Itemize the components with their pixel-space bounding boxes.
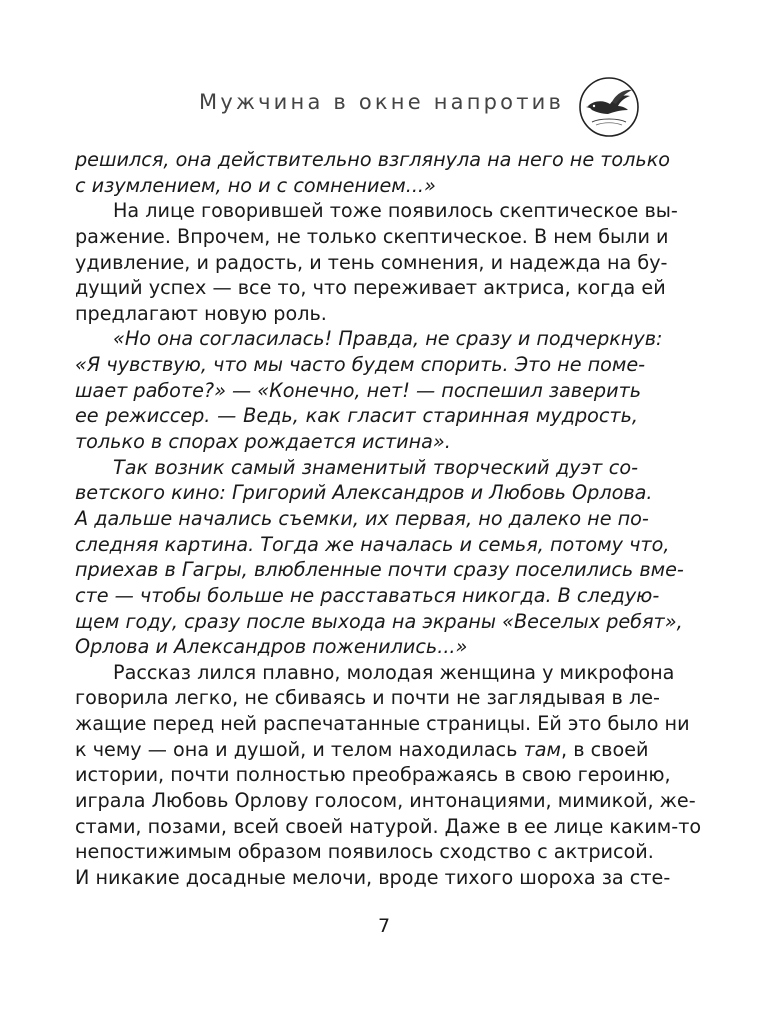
text-line: Орлова и Александров поженились...» <box>75 635 468 659</box>
text-line: шает работе?» — «Конечно, нет! — поспешил заверить <box>75 378 642 402</box>
running-title: Мужчина в окне напротив <box>199 90 565 114</box>
text-line: «Я чувствую, что мы часто будем спорить. Это не поме- <box>75 353 646 377</box>
text-line: «Но она согласилась! Правда, не сразу и подчеркнув: <box>113 327 663 351</box>
text-line: сте — чтобы больше не расставаться никогда. В следую- <box>75 583 660 607</box>
page-number: 7 <box>377 915 391 937</box>
text-line: Так возник самый знаменитый творческий дуэт со- <box>113 455 638 479</box>
text-line: И никакие досадные мелочи, вроде тихого шороха за сте- <box>75 865 671 889</box>
text-line: с изумлением, но и с сомнением...» <box>75 173 436 197</box>
text-line: играла Любовь Орлову голосом, интонациями, мимикой, же- <box>75 789 696 813</box>
text-line: предлагают новую роль. <box>75 301 327 325</box>
text-line: стами, позами, всей своей натурой. Даже в ее лице каким-то <box>75 814 702 838</box>
text-line: жащие перед ней распечатанные страницы. Ей это было ни <box>75 712 690 736</box>
text-line: На лице говорившей тоже появилось скептическое вы- <box>113 199 678 223</box>
text-line <box>75 737 649 763</box>
text-fragment: к чему — она и душой, и телом находилась <box>75 737 524 761</box>
text-line: Рассказ лился плавно, молодая женщина у микрофона <box>113 660 675 684</box>
text-line: непостижимым образом появилось сходство с актрисой. <box>75 840 654 864</box>
text-line: ее режиссер. — Ведь, как гласит старинная мудрость, <box>75 404 638 428</box>
text-line: только в спорах рождается истина». <box>75 430 451 454</box>
text-line: удивление, и радость, и тень сомнения, и надежда на бу- <box>75 250 668 274</box>
text-fragment-italic: там <box>523 737 562 761</box>
text-line: щем году, сразу после выхода на экраны «Веселых ребят», <box>75 609 683 633</box>
text-line: следняя картина. Тогда же началась и семья, потому что, <box>75 532 670 556</box>
page-body <box>75 147 702 891</box>
text-line: истории, почти полностью преображаясь в свою героиню, <box>75 763 671 787</box>
text-line: дущий успех — все то, что переживает актриса, когда ей <box>75 276 666 300</box>
text-line: ветского кино: Григорий Александров и Любовь Орлова. <box>75 481 653 505</box>
text-line: ражение. Впрочем, не только скептическое. В нем были и <box>75 224 669 248</box>
text-line: приехав в Гагры, влюбленные почти сразу поселились вме- <box>75 558 684 582</box>
text-line: А дальше начались съемки, их первая, но далеко не по- <box>75 506 649 530</box>
text-line: говорила легко, не сбиваясь и почти не заглядывая в ле- <box>75 686 660 710</box>
text-fragment: , в своей <box>561 737 649 761</box>
bird-emblem-icon <box>578 76 640 138</box>
text-line: решился, она действительно взглянула на него не только <box>75 148 671 171</box>
